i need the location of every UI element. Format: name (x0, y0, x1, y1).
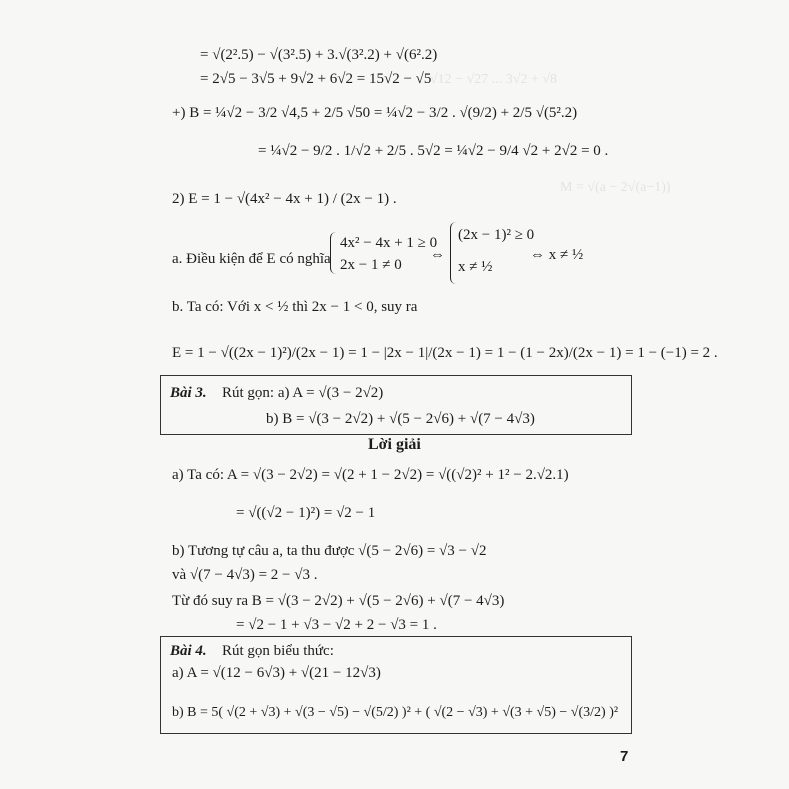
equation-line-2: = 2√5 − 3√5 + 9√2 + 6√2 = 15√2 − √5 (200, 71, 432, 87)
exercise-3-title: Bài 3. (170, 385, 207, 401)
part-b-intro: b. Ta có: Với x < ½ thì 2x − 1 < 0, suy ra (172, 299, 418, 315)
solution-b-line-3: Từ đó suy ra B = √(3 − 2√2) + √(5 − 2√6) + √(7 − 4√3) (172, 593, 505, 609)
equation-line-1: = √(2².5) − √(3².5) + 3.√(3².2) + √(6².2) (200, 47, 438, 63)
part-b-result: E = 1 − √((2x − 1)²)/(2x − 1) = 1 − |2x − 1|/(2x − 1) = 1 − (1 − 2x)/(2x − 1) = 1 − (−1) = 2 . (172, 345, 718, 361)
condition-label: a. Điều kiện để E có nghĩa (172, 251, 331, 267)
condition-system-2a: (2x − 1)² ≥ 0 (458, 227, 535, 243)
condition-result: ⇔ x ≠ ½ (530, 247, 584, 263)
solution-b-line-1: b) Tương tự câu a, ta thu được √(5 − 2√6) = √3 − √2 (172, 543, 487, 559)
exercise-4-title: Bài 4. (170, 643, 207, 659)
exercise-4-part-b: b) B = 5( √(2 + √3) + √(3 − √5) − √(5/2) )² + ( √(2 − √3) + √(3 + √5) − √(3/2) )² (172, 705, 619, 720)
expression-E: 2) E = 1 − √(4x² − 4x + 1) / (2x − 1) . (172, 191, 397, 207)
exercise-3-prompt: Rút gọn: a) A = √(3 − 2√2) (222, 385, 384, 401)
equation-line-3: +) B = ¼√2 − 3/2 √4,5 + 2/5 √50 = ¼√2 − 3/2 . √(9/2) + 2/5 √(5².2) (172, 105, 578, 121)
page-number: 7 (620, 748, 629, 765)
exercise-3-part-b: b) B = √(3 − 2√2) + √(5 − 2√6) + √(7 − 4√3) (266, 411, 535, 427)
bleed-through-text: M = √(a − 2√(a−1)) (560, 180, 671, 195)
condition-system-1b: 2x − 1 ≠ 0 (340, 257, 402, 273)
solution-b-line-2: và √(7 − 4√3) = 2 − √3 . (172, 567, 318, 583)
solution-b-line-4: = √2 − 1 + √3 − √2 + 2 − √3 = 1 . (236, 617, 437, 633)
solution-heading: Lời giải (368, 436, 421, 453)
solution-a-line-2: = √((√2 − 1)²) = √2 − 1 (236, 505, 376, 521)
exercise-4-prompt: Rút gọn biểu thức: (222, 643, 334, 659)
equation-line-4: = ¼√2 − 9/2 . 1/√2 + 2/5 . 5√2 = ¼√2 − 9/4 √2 + 2√2 = 0 . (258, 143, 609, 159)
exercise-4-part-a: a) A = √(12 − 6√3) + √(21 − 12√3) (172, 665, 381, 681)
bleed-through-text: √12 − √27 ... 3√2 + √8 (430, 72, 558, 87)
solution-a-line-1: a) Ta có: A = √(3 − 2√2) = √(2 + 1 − 2√2) = √((√2)² + 1² − 2.√2.1) (172, 467, 569, 483)
condition-system-1a: 4x² − 4x + 1 ≥ 0 (340, 235, 438, 251)
condition-system-2b: x ≠ ½ (458, 259, 493, 275)
equivalence-arrow: ⇔ (430, 247, 445, 263)
